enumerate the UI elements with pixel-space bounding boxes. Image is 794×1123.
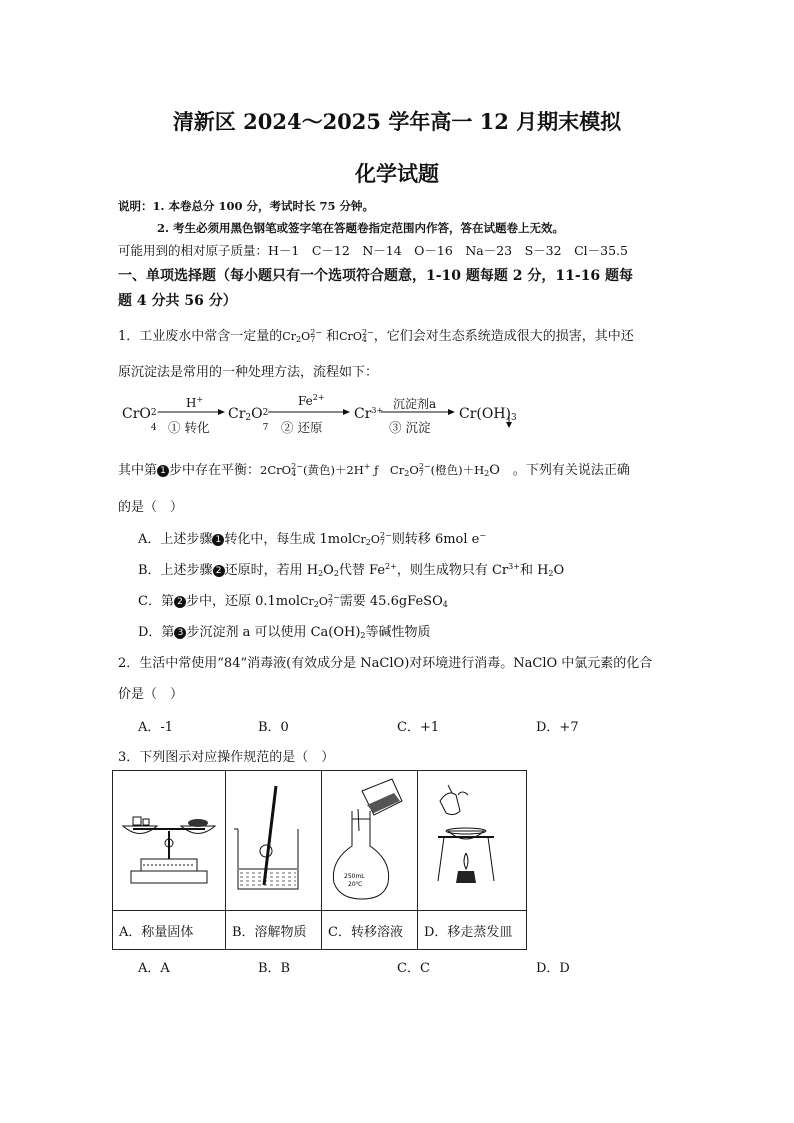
q2-option-d: D．+7 [536,720,579,735]
note-1: 说明：1. 本卷总分 100 分，考试时长 75 分钟。 [118,199,375,213]
step1-marker: 1 [157,465,169,477]
q1-question: 的是（ ） [118,500,184,515]
flow-arrow2-reagent: $Fe^{2+}$ [298,393,325,408]
q3-stem: 3．下列图示对应操作规范的是（ ） [118,750,335,765]
q3-option-b: B．B [258,961,291,976]
q3-option-a: A．A [138,961,170,976]
q2-option-b: B．0 [258,720,289,735]
q1-option-b: B．上述步骤 2 还原时，若用 $H_2O_2$代替 $Fe^{2+}$，则生成物只有 $Cr^{3+}$和 $H_2O$ [138,562,565,578]
exam-subtitle: 化学试题 [355,161,439,186]
q1-option-a: A．上述步骤 1 转化中，每生成 $1molCr_2O_7^{2-}$则转移 6mol e− [138,531,487,547]
q3-option-d: D．D [536,961,570,976]
caption-c: C．转移溶液 [322,911,418,950]
q1-stem-line2: 原沉淀法是常用的一种处理方法，流程如下： [118,365,379,380]
q2-option-a: A．-1 [138,720,174,735]
caption-a: A．称量固体 [113,911,226,950]
note-2: 2. 考生必须用黑色钢笔或签字笔在答题卷指定范围内作答，答在试题卷上无效。 [157,221,565,235]
q1-option-c: C．第 2 步中，还原 $0.1molCr_2O_7^{2-}$需要 45.6gFeSO$_4$ [138,593,448,609]
balance-figure [113,771,226,911]
q1-stem-line1: 1．工业废水中常含一定量的$Cr_2O_7^{2-}$ 和CrO$_4^{2-}$，它们会对生态系统造成很大的损害，其中还 [118,328,634,344]
volumetric-flask-figure [322,771,418,911]
flow-start-chromate: CrO 2− 4 [122,406,165,433]
beaker-glass-rod-icon [226,771,321,906]
exam-title: 清新区 2024～2025 学年高一 12 月期末模拟 [172,109,622,134]
section-heading-line1: 一、单项选择题（每小题只有一个选项符合题意，1-10 题每题 2 分，11-16 题每 [118,268,634,284]
q3-figure-table [112,770,527,950]
balance-icon [113,771,225,906]
beaker-figure [226,771,322,911]
flow-arrow1-reagent: H+ [186,395,204,410]
flow-arrow2-step: ② 还原 [281,420,323,435]
volumetric-flask-icon [322,771,417,906]
caption-b: B．溶解物质 [226,911,322,950]
section-heading-line2: 题 4 分共 56 分） [118,293,237,309]
process-flow-diagram [118,393,518,441]
flow-dichromate: $Cr_2O$ 2− 7 [228,406,276,433]
q1-option-d: D．第 3 步沉淀剂 a 可以使用 $Ca(OH)_2$等碱性物质 [138,625,431,640]
flow-arrow3-reagent: 沉淀剂a [393,397,437,411]
flow-arrow1-step: ① 转化 [168,420,210,435]
flow-end-hydroxide: $Cr(OH)_3$ [459,406,517,423]
q2-stem-line2: 价是（ ） [118,687,184,702]
flask-label-temp: 20℃ [348,881,363,888]
atomic-masses: 可能用到的相对原子质量：H－1 C－12 N－14 O－16 Na－23 S－32 Cl－35.5 [118,243,628,258]
caption-d: D．移走蒸发皿 [418,911,527,950]
flow-chromium-ion: $Cr^{3+}$ [354,406,384,422]
evaporating-dish-figure [418,771,527,911]
q2-option-c: C．+1 [397,720,440,735]
flow-arrow3-step: ③ 沉淀 [389,420,431,435]
q3-option-c: C．C [397,961,430,976]
flask-label-volume: 250mL [344,873,365,880]
evaporating-dish-hand-icon [418,771,526,906]
q1-equilibrium-line: 其中第 1 步中存在平衡：2CrO$_4^{2-}$(黄色)＋2H+ ƒ $Cr_2O_7^{2-}$(橙色)$+H_2O$ 。下列有关说法正确 [118,462,630,478]
q2-stem-line1: 2．生活中常使用“84”消毒液(有效成分是 NaClO)对环境进行消毒。NaClO 中氯元素的化合 [118,656,653,671]
